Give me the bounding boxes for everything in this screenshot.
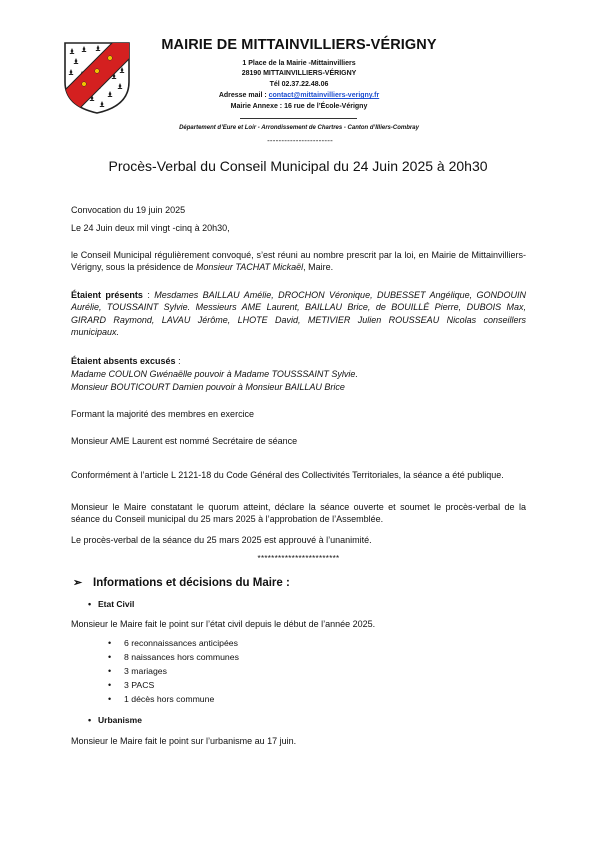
intro-text: le Conseil Municipal régulièrement convoqué, s’est réuni au nombre prescrit par la loi, en Mairie de Mittainvilliers-Vérigny, sous la présidence de — [71, 250, 526, 273]
header-divider — [240, 118, 357, 119]
urbanisme-title: Urbanisme — [98, 715, 142, 725]
etat-civil-text: Monsieur le Maire fait le point sur l’état civil depuis le début de l’année 2025. — [71, 619, 376, 629]
majority-line: Formant la majorité des membres en exercice — [71, 409, 255, 419]
list-item: • 8 naissances hors communes — [108, 652, 239, 662]
mail-label: Adresse mail : — [218, 92, 269, 99]
list-item: • 1 décès hors commune — [108, 694, 215, 704]
mail-link[interactable]: contact@mittainvilliers-verigny.fr — [268, 92, 380, 99]
stars-separator: ************************ — [257, 554, 340, 563]
bullet-icon: • — [108, 666, 112, 676]
bullet-icon: • — [108, 638, 112, 648]
absent-2: Monsieur BOUTICOURT Damien pouvoir à Monsieur BAILLAU Brice — [71, 382, 345, 392]
department-line: Département d’Eure et Loir - Arrondissement de Chartres - Canton d’Illiers-Combray — [179, 125, 419, 131]
bullet-icon: • — [108, 680, 112, 690]
list-item: • 6 reconnaissances anticipées — [108, 638, 238, 648]
absents-sep: : — [175, 356, 181, 366]
mail-line — [140, 91, 458, 101]
document-title: Procès-Verbal du Conseil Municipal du 24 Juin 2025 à 20h30 — [108, 158, 488, 174]
urbanisme-text: Monsieur le Maire fait le point sur l’urbanisme au 17 juin. — [71, 736, 297, 746]
convocation-date: Convocation du 19 juin 2025 — [71, 205, 186, 215]
urbanisme-heading — [88, 715, 142, 725]
bullet-icon: • — [88, 715, 92, 725]
list-item: • 3 mariages — [108, 666, 167, 676]
meeting-date-line: Le 24 Juin deux mil vingt -cinq à 20h30, — [71, 223, 230, 233]
bullet-icon: • — [108, 652, 112, 662]
presents-sep: : — [142, 290, 155, 300]
etat-civil-title: Etat Civil — [98, 599, 135, 609]
article-paragraph: Conformément à l’article L 2121-18 du Code Général des Collectivités Territoriales, la séance a été publique. — [71, 470, 504, 480]
absents-label: Étaient absents excusés — [71, 356, 176, 366]
dashes-separator: ----------------------- — [267, 136, 333, 145]
phone-number: Tél 02.37.22.48.06 — [269, 81, 329, 88]
secretary-line: Monsieur AME Laurent est nommé Secrétaire de séance — [71, 436, 298, 446]
absent-1: Madame COULON Gwénaëlle pouvoir à Madame TOUSSSAINT Sylvie. — [71, 369, 358, 379]
president-name: Monsieur TACHAT Mickaël — [195, 262, 304, 273]
address-line-1: 1 Place de la Mairie -Mittainvilliers — [242, 60, 356, 67]
address-line-2: 28190 MITTAINVILLIERS-VÉRIGNY — [241, 70, 357, 77]
list-item: • 3 PACS — [108, 680, 155, 690]
section-heading-text: Informations et décisions du Maire : — [93, 577, 290, 589]
section-heading — [73, 576, 290, 589]
quorum-paragraph: Monsieur le Maire constatant le quorum atteint, déclare la séance ouverte et soumet le procès-verbal de la séance du Conseil municipal du 25 mars 2025 à l’approbation de l’Assemblée. — [71, 502, 526, 525]
presents-list: Mesdames BAILLAU Amélie, DROCHON Véronique, DUBESSET Angélique, GONDOUIN Aurélie, TOUSSAINT Sylvie. Messieurs AME Laurent, BAILLAU Brice, de BOUILLÉ Pierre, DUBOIS Max, GIRARD Raymond, LAVAU Jérôme, LHOTE David, METIVIER Julien ROUSSEAU Nicolas conseillers municipaux. — [71, 290, 526, 338]
presents-label: Étaient présents — [71, 290, 143, 300]
intro-end: , Maire. — [303, 262, 334, 273]
arrow-icon: ➢ — [73, 577, 83, 589]
bullet-icon: • — [108, 694, 112, 704]
etat-civil-heading — [88, 599, 134, 609]
coat-of-arms-logo — [62, 40, 132, 116]
absents-heading — [71, 355, 526, 367]
presents-paragraph — [71, 289, 526, 339]
approval-line: Le procès-verbal de la séance du 25 mars 2025 est approuvé à l’unanimité. — [71, 535, 372, 545]
mairie-annexe: Mairie Annexe : 16 rue de l’École-Vérigny — [230, 103, 368, 110]
intro-paragraph — [71, 249, 526, 274]
bullet-icon: • — [88, 599, 92, 609]
mairie-title: MAIRIE DE MITTAINVILLIERS-VÉRIGNY — [161, 37, 437, 53]
